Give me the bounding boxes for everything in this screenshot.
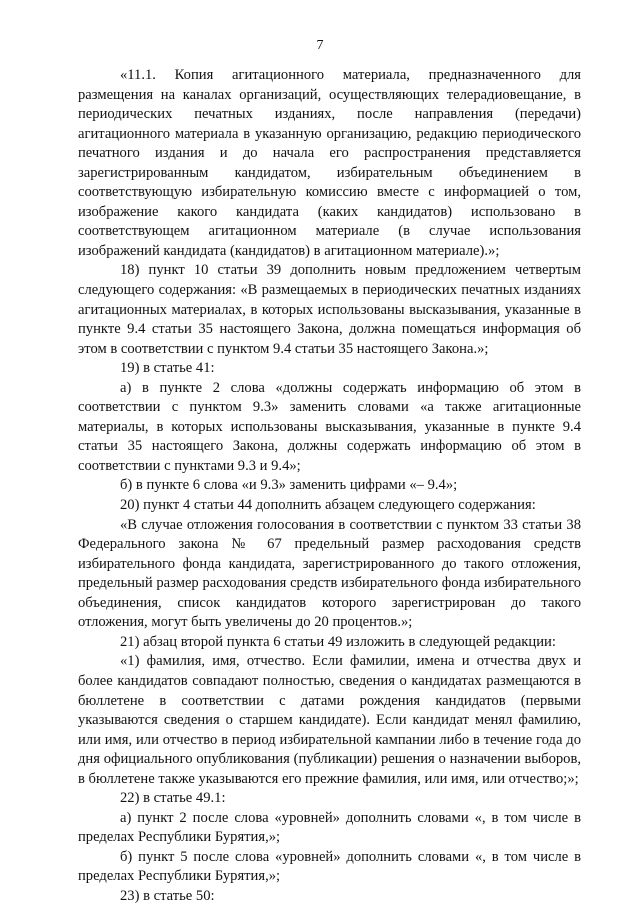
paragraph-item-23: 23) в статье 50: xyxy=(120,887,215,904)
paragraph-item-19-a: а) в пункте 2 слова «должны содержать информацию об этом в соответствии с пунктом 9.3» заменить словами «а также агитационные материалы, в которых использованы высказывания, указанные в пункте 9.4 статьи 35 настоящего Закона, должны содержать информацию об этом в соответствии с пунктами 9.3 и 9.4»; xyxy=(78,379,581,474)
page-number: 7 xyxy=(316,38,324,53)
paragraph-item-19-b: б) в пункте 6 слова «и 9.3» заменить цифрами «– 9.4»; xyxy=(120,477,458,494)
paragraph-item-21: 21) абзац второй пункта 6 статьи 49 изложить в следующей редакции: xyxy=(120,633,556,650)
paragraph-item-19: 19) в статье 41: xyxy=(120,360,215,377)
paragraph-item-18: 18) пункт 10 статьи 39 дополнить новым предложением четвертым следующего содержания: «В размещаемых в периодических печатных изданиях агитационных материалах, в которых использованы высказывания, указанные в пункте 9.4 статьи 35 настоящего Закона, должна помещаться информация об этом в соответствии с пунктом 9.4 статьи 35 настоящего Закона.»; xyxy=(78,262,581,357)
paragraph-item-22-a: а) пункт 2 после слова «уровней» дополнить словами «, в том числе в пределах Республики Бурятия,»; xyxy=(78,809,581,846)
paragraph-item-22: 22) в статье 49.1: xyxy=(120,790,226,807)
paragraph-item-22-b: б) пункт 5 после слова «уровней» дополнить словами «, в том числе в пределах Республики Бурятия,»; xyxy=(78,848,581,885)
paragraph-item-21-text: «1) фамилия, имя, отчество. Если фамилии, имена и отчества двух и более кандидатов совпадают полностью, сведения о кандидатах размещаются в бюллетене в соответствии с датами рождения кандидатов (первыми указываются сведения о старшем кандидате). Если кандидат менял фамилию, или имя, или отчество в период избирательной кампании либо в течение года до дня официального опубликования (публикации) решения о назначении выборов, в бюллетене также указываются его прежние фамилия, или имя, или отчество;»; xyxy=(78,653,581,787)
paragraph-item-20-text: «В случае отложения голосования в соответствии с пунктом 33 статьи 38 Федерального закона № 67 предельный размер расходования средств избирательного фонда кандидата, зарегистрированного до такого отложения, предельный размер расходования средств избирательного фонда избирательного объединения, список кандидатов которого зарегистрирован до такого отложения, могут быть увеличены до 20 процентов.»; xyxy=(78,516,581,631)
paragraph-item-20: 20) пункт 4 статьи 44 дополнить абзацем следующего содержания: xyxy=(120,497,536,514)
paragraph-11-1: «11.1. Копия агитационного материала, предназначенного для размещения на каналах организаций, осуществляющих телерадиовещание, в периодических печатных изданиях, после направления (передачи) агитационного материала в указанную организацию, редакцию периодического печатного издания и до начала его распространения представляется зарегистрированным кандидатом, избирательным объединением в соответствующую избирательную комиссию вместе с информацией о том, изображение какого кандидата (каких кандидатов) использовано в соответствующем агитационном материале (в случае использования изображений кандидата (кандидатов) в агитационном материале).»; xyxy=(78,67,581,259)
document-body xyxy=(78,66,581,907)
